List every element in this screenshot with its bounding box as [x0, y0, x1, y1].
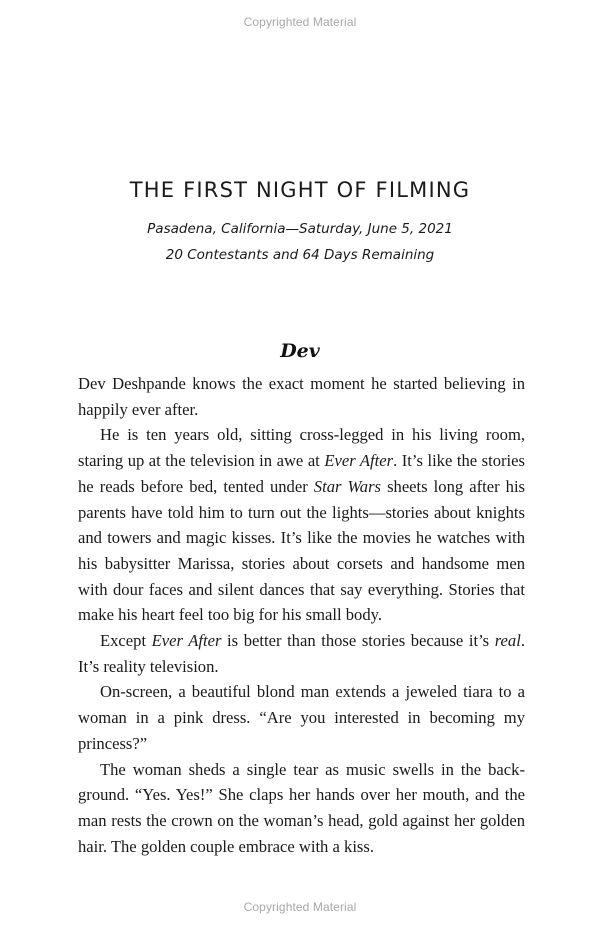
text-segment: The woman sheds a single tear as music swells in the background. “Yes. Yes!” She claps her hands over her mouth, and the man rests the crown on the woman’s head, gold against her golden hair. The golden couple embrace with a kiss. [78, 759, 525, 856]
body-paragraph [78, 757, 525, 860]
text-segment: is better than those stories because it’s [221, 631, 495, 651]
text-segment: Except [100, 631, 152, 651]
chapter-location-date: Pasadena, California—Saturday, June 5, 2021 [147, 221, 453, 237]
text-segment: . It’s reality television. [78, 631, 525, 676]
copyright-watermark-top: Copyrighted Material [243, 15, 357, 29]
text-segment: He is ten years old, sitting cross-legged in his living room, staring up at the television in awe at [78, 425, 525, 471]
body-paragraph [78, 679, 525, 756]
pov-character-heading: Dev [280, 340, 320, 362]
italic-text-segment: Ever After [151, 631, 222, 651]
chapter-body-text [78, 371, 525, 859]
italic-text-segment: Star Wars [313, 476, 382, 496]
chapter-title: THE FIRST NIGHT OF FILMING [129, 178, 471, 202]
text-segment: . It’s like the stories he reads before bed, tented under [78, 451, 525, 496]
body-paragraph [78, 371, 525, 422]
copyright-watermark-bottom: Copyrighted Material [243, 900, 357, 914]
text-segment: Dev Deshpande knows the exact moment he started believing in happily ever after. [78, 374, 525, 419]
chapter-contestant-status: 20 Contestants and 64 Days Remaining [165, 247, 435, 263]
body-paragraph [78, 628, 525, 679]
text-segment: On-screen, a beautiful blond man extends a jeweled tiara to a woman in a pink dress. “Are you interested in becoming my princess?” [78, 682, 525, 753]
italic-text-segment: real [494, 631, 521, 651]
text-segment: sheets long after his parents have told him to turn out the lights—stories about knights and towers and magic kisses. It’s like the movies he watches with his babysitter Marissa, stories about corsets and handsome men with dour faces and silent dances that say everything. Stories that make his heart feel too big for his small body. [78, 476, 526, 625]
body-paragraph [78, 422, 525, 628]
italic-text-segment: Ever After [324, 451, 394, 471]
